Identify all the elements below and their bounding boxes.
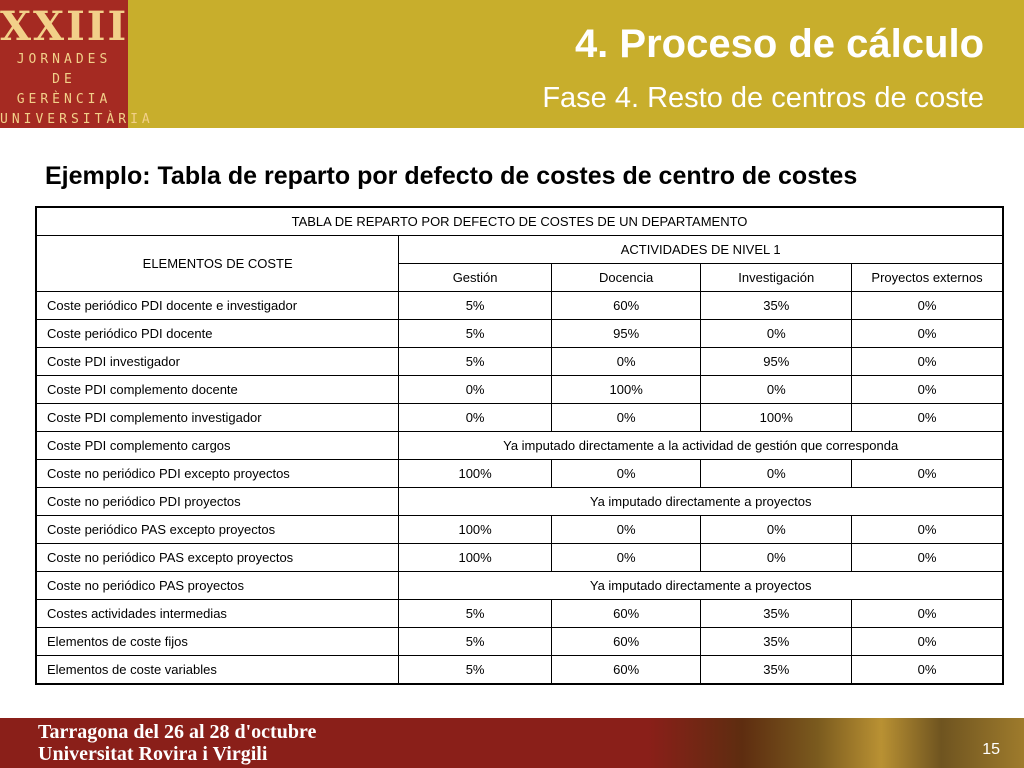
percentage-cell: 0% (701, 516, 852, 544)
percentage-cell: 0% (701, 460, 852, 488)
column-header-docencia: Docencia (551, 264, 701, 292)
table-row (36, 516, 1003, 544)
table-row (36, 460, 1003, 488)
logo-line-2: DE GERÈNCIA (16, 72, 112, 107)
cost-element-label: Coste no periódico PAS excepto proyectos (36, 544, 399, 572)
percentage-cell: 35% (701, 656, 852, 685)
cost-element-label: Elementos de coste variables (36, 656, 399, 685)
table-row (36, 320, 1003, 348)
logo-line-3: UNIVERSITÀRIA (0, 112, 154, 127)
percentage-cell: 35% (701, 292, 852, 320)
percentage-cell: 0% (852, 656, 1003, 685)
percentage-cell: 0% (852, 376, 1003, 404)
percentage-cell: 35% (701, 600, 852, 628)
percentage-cell: 0% (852, 404, 1003, 432)
logo-numeral: XXIII (0, 3, 129, 50)
footer-band (0, 718, 1024, 768)
cost-element-label: Coste PDI complemento cargos (36, 432, 399, 460)
cost-element-label: Coste no periódico PAS proyectos (36, 572, 399, 600)
percentage-cell: 60% (551, 600, 701, 628)
percentage-cell: 5% (399, 348, 552, 376)
percentage-cell: 60% (551, 292, 701, 320)
slide-title: 4. Proceso de cálculo (574, 22, 984, 66)
imputation-note: Ya imputado directamente a la actividad de gestión que corresponda (399, 432, 1003, 460)
conference-logo (0, 0, 154, 128)
slide-subtitle: Fase 4. Resto de centros de coste (542, 82, 984, 114)
percentage-cell: 0% (701, 376, 852, 404)
page-number: 15 (982, 741, 1000, 758)
percentage-cell: 5% (399, 628, 552, 656)
percentage-cell: 0% (852, 460, 1003, 488)
column-header-proyectos-externos: Proyectos externos (852, 264, 1003, 292)
footer-event-dates: Tarragona del 26 al 28 d'octubre (38, 721, 317, 743)
percentage-cell: 5% (399, 600, 552, 628)
percentage-cell: 0% (852, 516, 1003, 544)
percentage-cell: 5% (399, 656, 552, 685)
percentage-cell: 35% (701, 628, 852, 656)
percentage-cell: 0% (852, 600, 1003, 628)
table-row (36, 544, 1003, 572)
column-header-investigacion: Investigación (701, 264, 852, 292)
table-row (36, 572, 1003, 600)
cost-element-label: Coste PDI complemento docente (36, 376, 399, 404)
table-caption-row (36, 207, 1003, 236)
percentage-cell: 100% (399, 544, 552, 572)
percentage-cell: 0% (551, 544, 701, 572)
percentage-cell: 0% (551, 516, 701, 544)
percentage-cell: 100% (399, 516, 552, 544)
percentage-cell: 5% (399, 320, 552, 348)
cost-element-label: Coste periódico PAS excepto proyectos (36, 516, 399, 544)
example-heading: Ejemplo: Tabla de reparto por defecto de costes de centro de costes (45, 162, 858, 190)
percentage-cell: 0% (852, 628, 1003, 656)
header-band (0, 0, 1024, 128)
percentage-cell: 60% (551, 628, 701, 656)
percentage-cell: 0% (551, 348, 701, 376)
cost-element-label: Coste periódico PDI docente (36, 320, 399, 348)
percentage-cell: 0% (399, 376, 552, 404)
table-row (36, 404, 1003, 432)
cost-element-label: Coste no periódico PDI excepto proyectos (36, 460, 399, 488)
table-row (36, 376, 1003, 404)
table-row (36, 348, 1003, 376)
percentage-cell: 95% (551, 320, 701, 348)
percentage-cell: 60% (551, 656, 701, 685)
percentage-cell: 0% (551, 404, 701, 432)
imputation-note: Ya imputado directamente a proyectos (399, 572, 1003, 600)
cost-element-label: Coste PDI investigador (36, 348, 399, 376)
cost-element-label: Coste periódico PDI docente e investigador (36, 292, 399, 320)
percentage-cell: 0% (551, 460, 701, 488)
table-row (36, 600, 1003, 628)
column-header-gestion: Gestión (399, 264, 552, 292)
cost-element-label: Coste no periódico PDI proyectos (36, 488, 399, 516)
group-header-cell: ACTIVIDADES DE NIVEL 1 (399, 236, 1003, 264)
logo-line-1: JORNADES (16, 52, 112, 67)
cost-element-label: Costes actividades intermedias (36, 600, 399, 628)
table-row (36, 432, 1003, 460)
percentage-cell: 5% (399, 292, 552, 320)
percentage-cell: 0% (399, 404, 552, 432)
table-row (36, 292, 1003, 320)
percentage-cell: 0% (701, 544, 852, 572)
table-row (36, 488, 1003, 516)
percentage-cell: 100% (551, 376, 701, 404)
footer-university: Universitat Rovira i Virgili (38, 743, 268, 765)
percentage-cell: 0% (852, 348, 1003, 376)
percentage-cell: 100% (399, 460, 552, 488)
distribution-table (35, 206, 1004, 685)
percentage-cell: 0% (701, 320, 852, 348)
table-row (36, 656, 1003, 685)
percentage-cell: 95% (701, 348, 852, 376)
cost-element-label: Elementos de coste fijos (36, 628, 399, 656)
percentage-cell: 0% (852, 320, 1003, 348)
percentage-cell: 0% (852, 292, 1003, 320)
imputation-note: Ya imputado directamente a proyectos (399, 488, 1003, 516)
percentage-cell: 0% (852, 544, 1003, 572)
table-row (36, 628, 1003, 656)
cost-element-label: Coste PDI complemento investigador (36, 404, 399, 432)
table-caption: TABLA DE REPARTO POR DEFECTO DE COSTES DE UN DEPARTAMENTO (36, 207, 1003, 236)
percentage-cell: 100% (701, 404, 852, 432)
footer-decoration (648, 718, 1024, 768)
table-group-header-row (36, 236, 1003, 264)
row-header-cell: ELEMENTOS DE COSTE (36, 236, 399, 292)
